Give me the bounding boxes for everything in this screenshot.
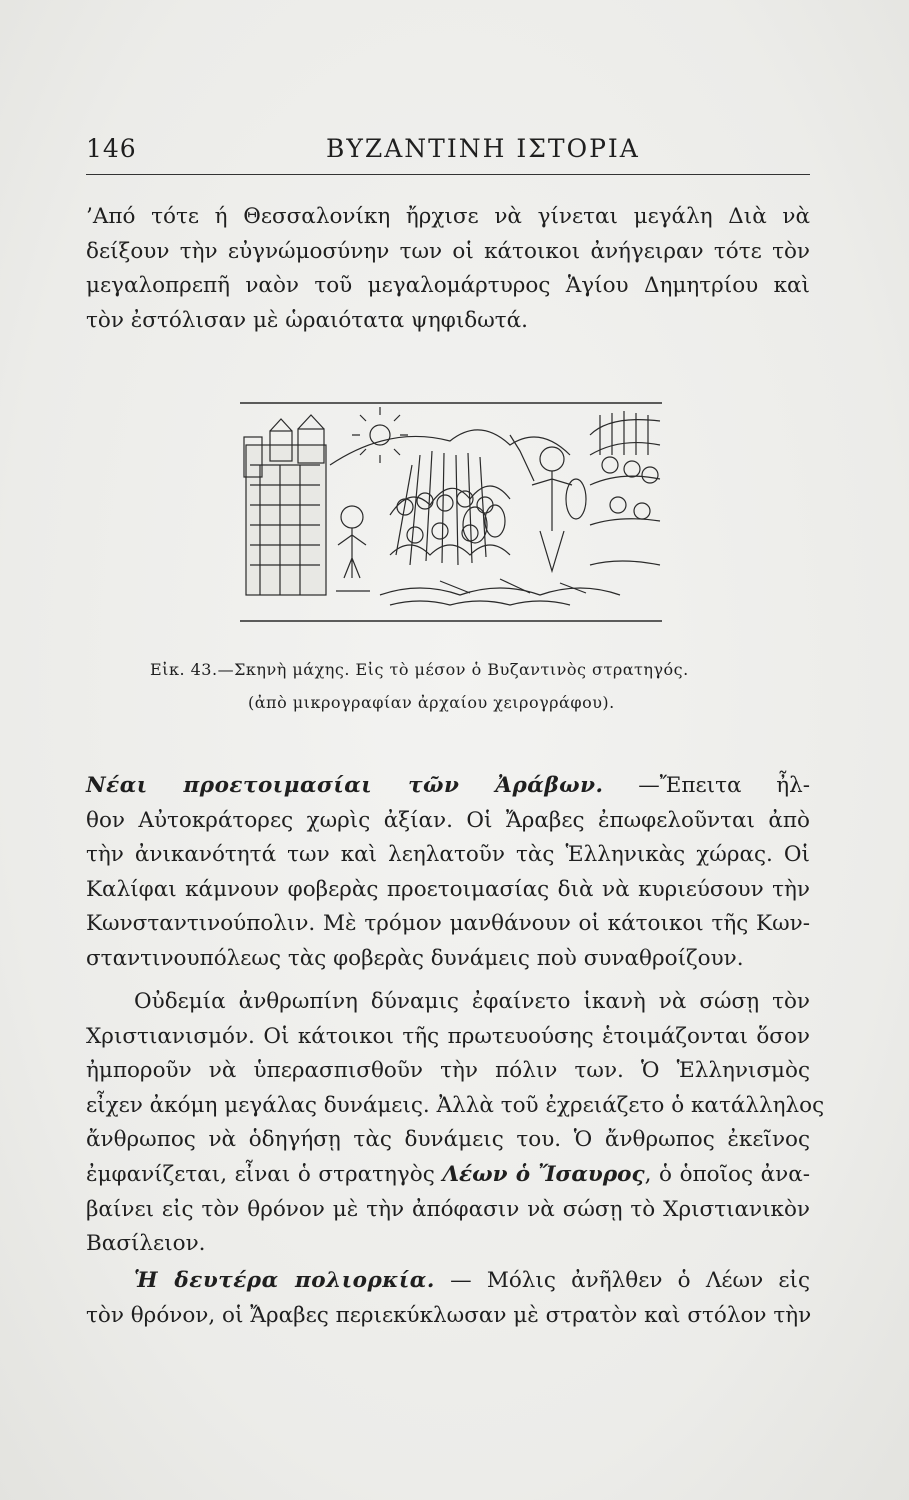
text-line <box>86 769 810 804</box>
text-line: Καλίφαι κάμνουν φοβερὰς προετοιμασίας διὰ νὰ κυριεύσουν τὴν <box>86 876 810 902</box>
figure-caption-source: (ἀπὸ μικρογραφίαν ἀρχαίου χειρογράφου). <box>248 693 615 712</box>
paragraph-leo-isaurian <box>86 985 825 1262</box>
text-line: Κωνσταντινούπολιν. Μὲ τρόμον μανθάνουν οἱ κάτοικοι τῆς Κων- <box>86 911 810 937</box>
text-line: εἶχεν ἀκόμη μεγάλας δυνάμεις. Ἀλλὰ τοῦ ἐχρειάζετο ὁ κατάλληλος <box>86 1092 825 1118</box>
text-line: Χριστιανισμόν. Οἱ κάτοικοι τῆς πρωτευούσης ἑτοιμάζονται ὅσον <box>86 1023 810 1049</box>
text-line: τὸν ἐστόλισαν μὲ ὡραιότατα ψηφιδωτά. <box>86 307 528 333</box>
text-fragment: — Μόλις ἀνῆλθεν ὁ Λέων εἰς <box>450 1268 811 1293</box>
text-line: ’Από τότε ή Θεσσαλονίκη ἤρχισε νὰ γίνεται μεγάλη Διὰ νὰ <box>86 204 810 229</box>
header-rule <box>86 174 810 175</box>
text-line: τὸν θρόνον, οἱ Ἄραβες περιεκύκλωσαν μὲ στρατὸν καὶ στόλον τὴν <box>86 1302 812 1328</box>
text-fragment: , ὁ ὁποῖος ἀνα- <box>644 1161 810 1187</box>
text-line: Οὐδεμία ἀνθρωπίνη δύναμις ἐφαίνετο ἱκανὴ νὰ σώσῃ τὸν <box>134 989 810 1014</box>
text-fragment: ἐμφανίζεται, εἶναι ὁ στρατηγὸς <box>86 1161 443 1187</box>
page-header <box>86 128 810 176</box>
text-line: βαίνει εἰς τὸν θρόνον μὲ τὴν ἀπόφασιν νὰ σώσῃ τὸ Χριστιανικὸν <box>86 1196 810 1222</box>
text-line: ἄνθρωπος νὰ ὁδηγήσῃ τὰς δυνάμεις του. Ὁ ἄνθρωπος ἐκεῖνος <box>86 1127 810 1153</box>
battle-scene-drawing <box>240 395 662 627</box>
text-line: μεγαλοπρεπῆ ναὸν τοῦ μεγαλομάρτυρος Ἁγίου Δημητρίου καὶ <box>86 273 810 299</box>
text-line <box>86 1158 810 1193</box>
text-line <box>86 1264 810 1299</box>
figure-caption: Εἰκ. 43.—Σκηνὴ μάχης. Εἰς τὸ μέσον ὁ Βυζαντινὸς στρατηγός. <box>150 660 689 679</box>
text-line: Βασίλειον. <box>86 1231 206 1257</box>
paragraph-second-siege <box>86 1264 810 1333</box>
text-fragment: —Ἔπειτα ἦλ- <box>603 773 810 798</box>
emphasized-name: Λέων ὁ Ἴσαυρος <box>442 1161 645 1187</box>
text-line: δείξουν τὴν εὐγνώμοσύνην των οἱ κάτοικοι ἀνήγειραν τότε τὸν <box>86 238 810 264</box>
text-line: θον Αὐτοκράτορες χωρὶς ἀξίαν. Οἱ Ἄραβες ἐπωφελοῦνται ἀπὸ <box>86 807 810 833</box>
text-line: ἠμποροῦν νὰ ὑπερασπισθοῦν τὴν πόλιν των. Ὁ Ἑλληνισμὸς <box>86 1058 810 1084</box>
section-heading: Νέαι προετοιμασίαι τῶν Ἀράβων. <box>86 773 604 798</box>
text-line: τὴν ἀνικανότητά των καὶ λεηλατοῦν τὰς Ἑλληνικὰς χώρας. Οἱ <box>86 842 810 868</box>
section-heading: Ἡ δευτέρα πολιορκία. <box>134 1268 435 1293</box>
paragraph-thessaloniki <box>86 200 810 338</box>
text-line: σταντινουπόλεως τὰς φοβερὰς δυνάμεις ποὺ συναθροίζουν. <box>86 945 744 971</box>
page-number: 146 <box>86 134 137 163</box>
running-title: ΒΥΖΑΝΤΙΝΗ ΙΣΤΟΡΙΑ <box>326 134 640 163</box>
battle-scene-illustration <box>240 395 662 627</box>
paragraph-arab-preparations <box>86 769 810 977</box>
